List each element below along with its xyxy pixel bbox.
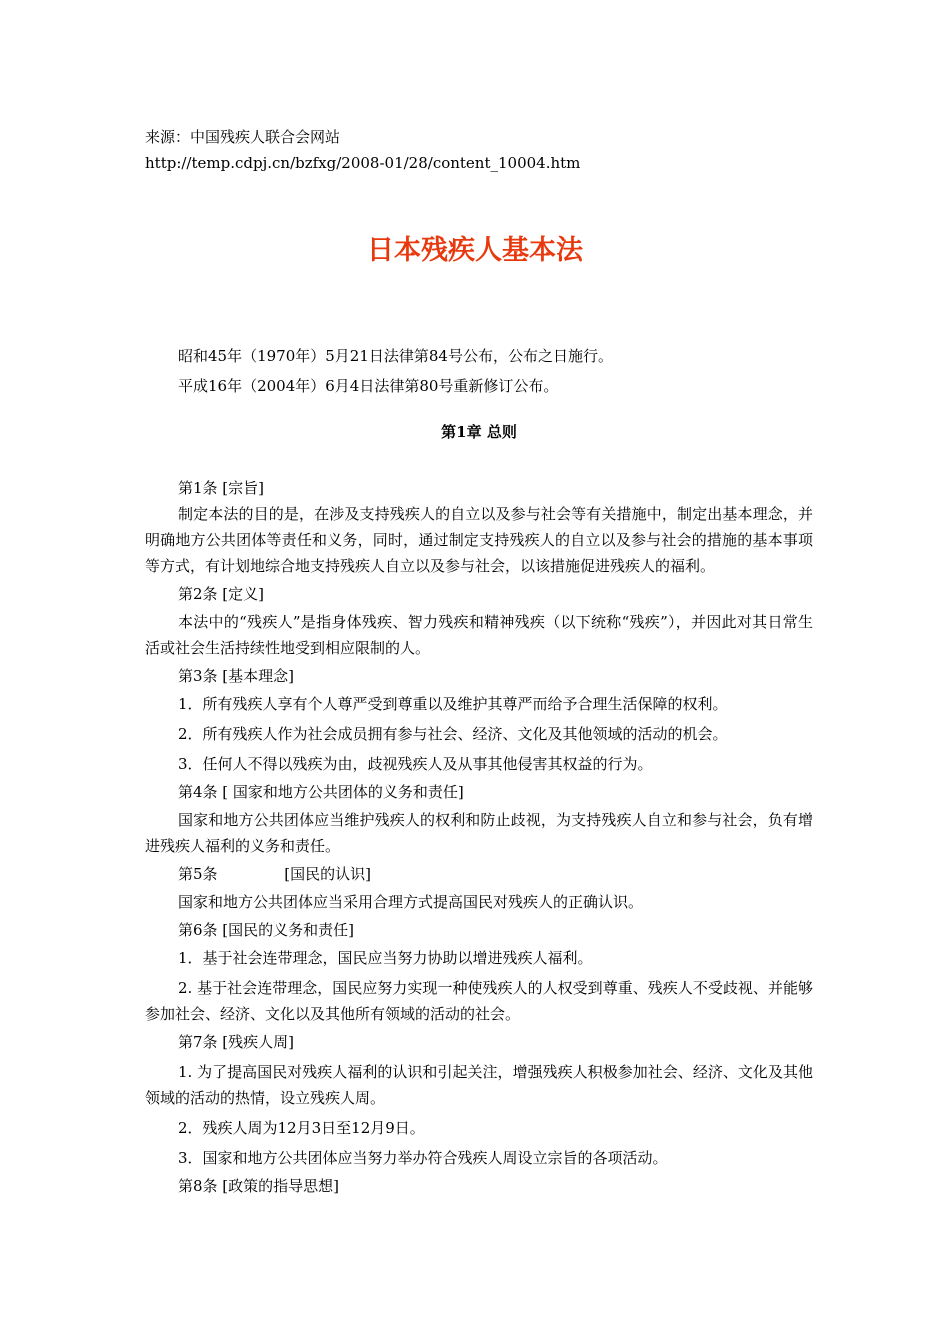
article-text: 制定本法的目的是，在涉及支持残疾人的自立以及参与社会等有关措施中，制定出基本理念，并明确地方公共团体等责任和义务，同时，通过制定支持残疾人的自立以及参与社会的措施的基本事项等方式，有计划地综合地支持残疾人自立以及参与社会，以该措施促进残疾人的福利。 — [145, 505, 813, 575]
article-item: 1．基于社会连带理念，国民应当努力协助以增进残疾人福利。 — [178, 949, 593, 967]
article-heading: 第3条 [基本理念] — [178, 667, 295, 685]
article-heading: 第7条 [残疾人周] — [178, 1033, 295, 1051]
document-body — [145, 343, 813, 1199]
article-item: 2．残疾人周为12月3日至12月9日。 — [178, 1119, 425, 1137]
article-item: 1．所有残疾人享有个人尊严受到尊重以及维护其尊严而给予合理生活保障的权利。 — [178, 695, 728, 713]
promulgation-line: 昭和45年（1970年）5月21日法律第84号公布，公布之日施行。 — [178, 347, 613, 365]
article-heading: 第4条 [ 国家和地方公共团体的义务和责任] — [178, 783, 464, 801]
article-text: 国家和地方公共团体应当维护残疾人的权利和防止歧视，为支持残疾人自立和参与社会，负有增进残疾人福利的义务和责任。 — [145, 811, 813, 855]
article-text: 国家和地方公共团体应当采用合理方式提高国民对残疾人的正确认识。 — [178, 893, 644, 911]
promulgation-line: 平成16年（2004年）6月4日法律第80号重新修订公布。 — [178, 377, 559, 395]
source-block — [145, 124, 580, 176]
article-item: 3．国家和地方公共团体应当努力举办符合残疾人周设立宗旨的各项活动。 — [178, 1149, 668, 1167]
article-item: 2. 基于社会连带理念，国民应努力实现一种使残疾人的人权受到尊重、残疾人不受歧视、并能够参加社会、经济、文化以及其他所有领域的活动的社会。 — [145, 979, 813, 1023]
article-heading: 第5条 [国民的认识] — [178, 865, 372, 883]
source-label: 来源：中国残疾人联合会网站 — [145, 128, 341, 146]
article-item: 3．任何人不得以残疾为由，歧视残疾人及从事其他侵害其权益的行为。 — [178, 755, 653, 773]
article-text: 本法中的“残疾人”是指身体残疾、智力残疾和精神残疾（以下统称“残疾”），并因此对其日常生活或社会生活持续性地受到相应限制的人。 — [145, 613, 813, 657]
article-item: 2．所有残疾人作为社会成员拥有参与社会、经济、文化及其他领域的活动的机会。 — [178, 725, 728, 743]
document-title: 日本残疾人基本法 — [367, 235, 583, 266]
article-heading: 第1条 [宗旨] — [178, 479, 265, 497]
source-url[interactable]: http://temp.cdpj.cn/bzfxg/2008-01/28/content_10004.htm — [145, 154, 581, 172]
article-heading: 第2条 [定义] — [178, 585, 265, 603]
article-heading: 第8条 [政策的指导思想] — [178, 1177, 340, 1195]
article-heading: 第6条 [国民的义务和责任] — [178, 921, 355, 939]
chapter-heading: 第1章 总则 — [441, 423, 517, 441]
article-item: 1. 为了提高国民对残疾人福利的认识和引起关注，增强残疾人积极参加社会、经济、文化及其他领域的活动的热情，设立残疾人周。 — [145, 1063, 813, 1107]
